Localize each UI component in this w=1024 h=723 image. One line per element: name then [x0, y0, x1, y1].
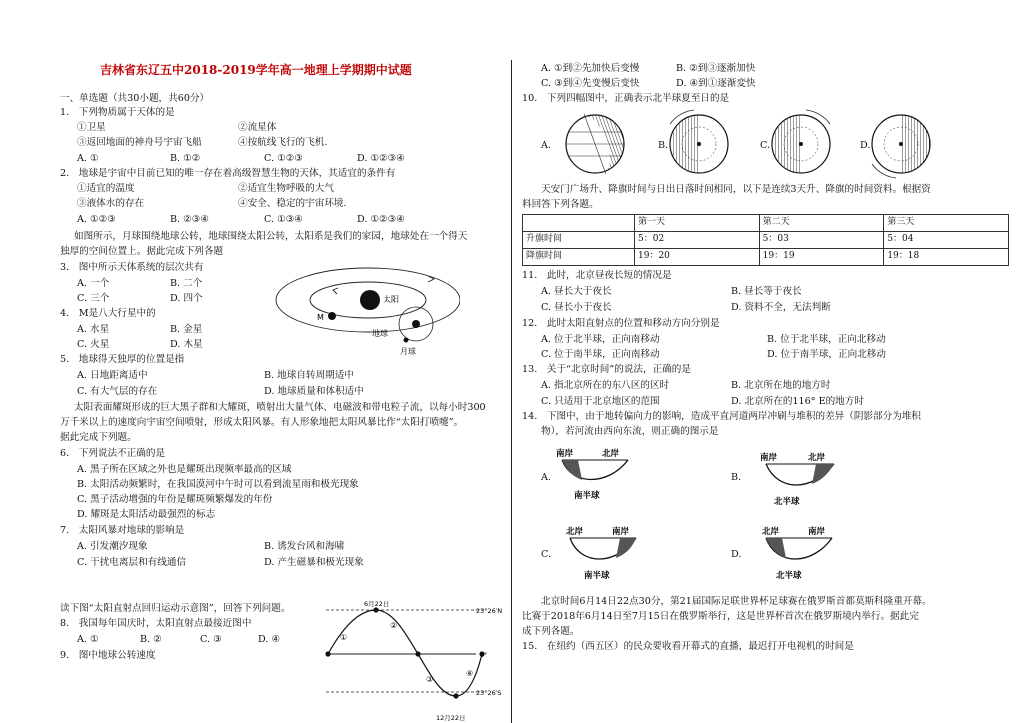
option-a[interactable]: A. ① — [77, 153, 99, 164]
point-icon — [453, 693, 458, 698]
table-cell: 19：20 — [635, 249, 760, 266]
q15-stem: 15. 在纽约（西五区）的民众要收看开幕式的直播，最迟打开电视机的时间是 — [522, 641, 854, 652]
option-c[interactable]: C. ③ — [200, 634, 222, 645]
q10-stem: 10. 下列四幅图中，正确表示北半球夏至日的是 — [522, 93, 730, 104]
option-a[interactable]: A. 昼长大于夜长 — [541, 286, 612, 297]
table-header-cell — [523, 215, 635, 232]
option-b[interactable]: B. 昼长等于夜长 — [731, 286, 802, 297]
passage-text: 独厚的空间位置上。据此完成下列各题 — [60, 246, 224, 257]
option-d[interactable]: D. 耀斑是太阳活动最强烈的标志 — [77, 509, 216, 520]
option-d[interactable]: D. ④到①逐渐変快 — [676, 78, 756, 89]
table-cell: 5：02 — [635, 232, 760, 249]
option-b[interactable]: B. ②到③逐渐加快 — [676, 63, 756, 74]
option-d[interactable]: D. 地球质量和体积适中 — [264, 386, 364, 397]
option-b[interactable]: B. ② — [140, 634, 162, 645]
sun-label: 太阳 — [383, 295, 399, 304]
orbit-arrow-icon — [333, 288, 338, 294]
hemisphere-label: 南半球 — [574, 491, 600, 501]
bank-label: 南岸 — [808, 527, 826, 537]
hemisphere-label: 北半球 — [776, 571, 802, 581]
option-c[interactable]: C. — [541, 549, 552, 560]
table-row — [523, 249, 1009, 266]
q11-stem: 11. 此时，北京昼夜长短的情况是 — [522, 270, 672, 281]
passage-text: 比赛于2018年6月14日至7月15日在俄罗斯举行，这是世界杯首次在俄罗斯境内举行。据此完 — [522, 611, 919, 622]
point-icon — [415, 651, 420, 656]
option-d[interactable]: D. 位于南半球，正向北移动 — [767, 349, 886, 360]
q6-stem: 6. 下列说法不正确的是 — [60, 448, 166, 459]
passage-text: 北京时间6月14日22点30分，第21届国际足联世界杯足球赛在俄罗斯首都莫斯科隆重开幕。 — [541, 596, 932, 607]
subsolar-point-figure — [318, 598, 514, 723]
option-b[interactable]: B. 二个 — [170, 278, 203, 289]
option-c[interactable]: C. 三个 — [77, 293, 110, 304]
option-c[interactable]: C. ③到④先变慢后变快 — [541, 78, 640, 89]
option-a[interactable]: A. 一个 — [77, 278, 110, 289]
bank-label: 北岸 — [566, 527, 584, 537]
bank-label: 南岸 — [556, 449, 574, 459]
option-a[interactable]: A. 引发潮汐现象 — [77, 541, 148, 552]
june-22-label: 6月22日 — [364, 600, 390, 608]
option-a[interactable]: A. ①②③ — [77, 214, 116, 225]
option-b[interactable]: B. ①② — [170, 153, 201, 164]
tropic-n-label: 23°26′N — [476, 607, 503, 615]
option-c[interactable]: C. 有大气层的存在 — [77, 386, 158, 397]
option-a[interactable]: A. 指北京所在的东八区的区时 — [541, 380, 670, 391]
stage-4-label: ④ — [466, 669, 474, 678]
option-d[interactable]: D. ①②③④ — [357, 214, 405, 225]
q12-stem: 12. 此时太阳直射点的位置和移动方向分别是 — [522, 318, 720, 329]
globe-figure-c — [766, 104, 836, 184]
option-c[interactable]: C. 火星 — [77, 339, 110, 350]
sun-icon — [360, 290, 380, 310]
q2-item: ①适宜的温度 — [77, 183, 135, 194]
option-d[interactable]: D. ④ — [258, 634, 281, 645]
option-d[interactable]: D. 资料不全，无法判断 — [731, 302, 831, 313]
passage-text: 成下列各题。 — [522, 626, 580, 637]
bank-label: 北岸 — [602, 449, 620, 459]
q1-stem: 1. 下列物质属于天体的是 — [60, 107, 175, 118]
q5-stem: 5. 地球得天独厚的位置是指 — [60, 354, 185, 365]
q1-item: ②流星体 — [238, 122, 277, 133]
river-section-d — [752, 524, 862, 584]
q2-item: ③液体水的存在 — [77, 198, 145, 209]
q2-item: ④安全、稳定的宇宙环境. — [238, 198, 347, 209]
table-row — [523, 232, 1009, 249]
option-c[interactable]: C. 只适用于北京地区的范围 — [541, 396, 660, 407]
table-header-cell: 第二天 — [759, 215, 884, 232]
solar-system-figure — [268, 262, 460, 362]
option-a[interactable]: A. 黑子所在区域之外也是耀斑出现频率最高的区域 — [77, 464, 292, 475]
river-section-c — [556, 524, 666, 584]
bank-label: 南岸 — [612, 527, 630, 537]
table-cell: 19：19 — [759, 249, 884, 266]
stage-1-label: ① — [340, 633, 348, 642]
option-a[interactable]: A. ①到②先加快后变慢 — [541, 63, 640, 74]
q1-item: ④按航线飞行的飞机. — [238, 137, 328, 148]
passage-text: 料回答下列各题。 — [522, 199, 599, 210]
option-c[interactable]: C. ①③④ — [264, 214, 303, 225]
equator-label: 0° — [480, 651, 488, 659]
option-d[interactable]: D. — [860, 140, 871, 151]
point-icon — [373, 607, 378, 612]
option-b[interactable]: B. — [731, 472, 742, 483]
option-b[interactable]: B. 诱发台风和海啸 — [264, 541, 345, 552]
passage-text: 天安门广场升、降旗时间与日出日落时间相同，以下是连续3天升、降旗的时间资料。根据资 — [541, 184, 931, 195]
flag-time-table — [522, 214, 1009, 266]
q14-stem: 14. 下图中，由于地转偏向力的影响，造成平直河道两岸冲刷与堆积的差异（阴影部分为堆积 — [522, 411, 922, 422]
bank-label: 北岸 — [762, 527, 780, 537]
table-header-row — [523, 215, 1009, 232]
option-b[interactable]: B. 太阳活动频繁时，在我国漠河中午时可以看到流星雨和极光现象 — [77, 479, 359, 490]
q3-stem: 3. 图中所示天体系统的层次共有 — [60, 262, 204, 273]
option-d[interactable]: D. 木星 — [170, 339, 203, 350]
option-d[interactable]: D. 北京所在的116° E的地方时 — [731, 396, 864, 407]
option-c[interactable]: C. — [760, 140, 771, 151]
q14-stem: 物），若河流由西向东流，则正确的图示是 — [541, 426, 719, 437]
option-b[interactable]: B. 金星 — [170, 324, 203, 335]
option-b[interactable]: B. 地球自转周期适中 — [264, 370, 354, 381]
tropic-s-label: 23°26′S — [476, 689, 502, 697]
passage-text: 太阳表面耀斑形成的巨大黑子群和大耀斑，喷射出大量气体、电磁波和带电粒子流，以每小时300 — [74, 402, 486, 413]
option-c[interactable]: C. 昼长小于夜长 — [541, 302, 612, 313]
option-d[interactable]: D. 四个 — [170, 293, 203, 304]
bank-label: 南岸 — [760, 453, 778, 463]
page-title: 吉林省东辽五中2018-2019学年高一地理上学期期中试题 — [100, 63, 412, 77]
option-c[interactable]: C. ①②③ — [264, 153, 303, 164]
point-icon — [325, 651, 330, 656]
river-section-b — [752, 450, 862, 510]
planet-m-label: M — [317, 313, 324, 322]
passage-text: 读下图“太阳直射点回归运动示意图”，回答下列问题。 — [60, 603, 291, 614]
option-a[interactable]: A. ① — [77, 634, 99, 645]
hemisphere-label: 北半球 — [774, 497, 800, 507]
q9-stem: 9. 图中地球公转速度 — [60, 650, 156, 661]
q2-item: ②适宜生物呼吸的大气 — [238, 183, 334, 194]
bank-label: 北岸 — [808, 453, 826, 463]
q1-item: ①卫星 — [77, 122, 106, 133]
planet-m-icon — [328, 312, 336, 320]
table-header-cell: 第一天 — [635, 215, 760, 232]
table-header-cell: 第三天 — [884, 215, 1009, 232]
moon-icon — [404, 338, 409, 343]
table-cell: 升旗时间 — [523, 232, 635, 249]
option-d[interactable]: D. 产生磁暴和极光现象 — [264, 557, 364, 568]
option-a[interactable]: A. 水星 — [77, 324, 110, 335]
option-b[interactable]: B. ②③④ — [170, 214, 209, 225]
option-b[interactable]: B. 位于北半球，正向北移动 — [767, 334, 886, 345]
earth-label: 地球 — [372, 329, 388, 338]
option-d[interactable]: D. ①②③④ — [357, 153, 405, 164]
migration-curve — [328, 610, 482, 696]
earth-icon — [412, 320, 420, 328]
moon-label: 月球 — [400, 347, 416, 356]
option-b[interactable]: B. 北京所在地的地方时 — [731, 380, 831, 391]
table-cell: 19：18 — [884, 249, 1009, 266]
passage-text: 万千米以上的速度向宇宙空间喷射，形成太阳风暴。有人形象地把太阳风暴比作“太阳打喷嚏”。 — [60, 417, 464, 428]
q2-stem: 2. 地球是宇宙中目前已知的唯一存在着高级智慧生物的天体，其适宜的条件有 — [60, 168, 396, 179]
option-d[interactable]: D. — [731, 549, 742, 560]
option-a[interactable]: A. — [541, 472, 551, 483]
globe-figure-a — [560, 104, 630, 184]
table-cell: 降旗时间 — [523, 249, 635, 266]
passage-text: 如图所示，月球围绕地球公转，地球围绕太阳公转，太阳系是我们的家园，地球处在一个得天 — [74, 231, 468, 242]
section-heading: 一、单选题（共30小题，共60分） — [60, 93, 210, 104]
stage-2-label: ② — [390, 621, 398, 630]
globe-figure-d — [866, 104, 936, 184]
hemisphere-label: 南半球 — [584, 571, 610, 581]
globe-figure-b — [664, 104, 734, 184]
option-c[interactable]: C. 黑子活动增强的年份是耀斑频繁爆发的年份 — [77, 494, 273, 505]
passage-text: 据此完成下列题。 — [60, 432, 137, 443]
q7-stem: 7. 太阳风暴对地球的影响是 — [60, 525, 185, 536]
table-cell: 5：04 — [884, 232, 1009, 249]
q4-stem: 4. M是八大行星中的 — [60, 308, 156, 319]
option-b[interactable]: B. — [658, 140, 669, 151]
q8-stem: 8. 我国每年国庆时，太阳直射点最接近图中 — [60, 618, 252, 629]
option-c[interactable]: C. 位于南半球，正向南移动 — [541, 349, 660, 360]
option-c[interactable]: C. 干扰电离层和有线通信 — [77, 557, 187, 568]
option-a[interactable]: A. 位于北半球，正向南移动 — [541, 334, 660, 345]
q1-item: ③返回地面的神舟号宇宙飞船 — [77, 137, 202, 148]
q13-stem: 13. 关于“北京时间”的说法，正确的是 — [522, 364, 691, 375]
stage-3-label: ③ — [426, 675, 434, 684]
option-a[interactable]: A. 日地距离适中 — [77, 370, 148, 381]
table-cell: 5：03 — [759, 232, 884, 249]
river-section-a — [548, 446, 658, 506]
option-a[interactable]: A. — [541, 140, 551, 151]
dec-22-label: 12月22日 — [436, 714, 466, 722]
